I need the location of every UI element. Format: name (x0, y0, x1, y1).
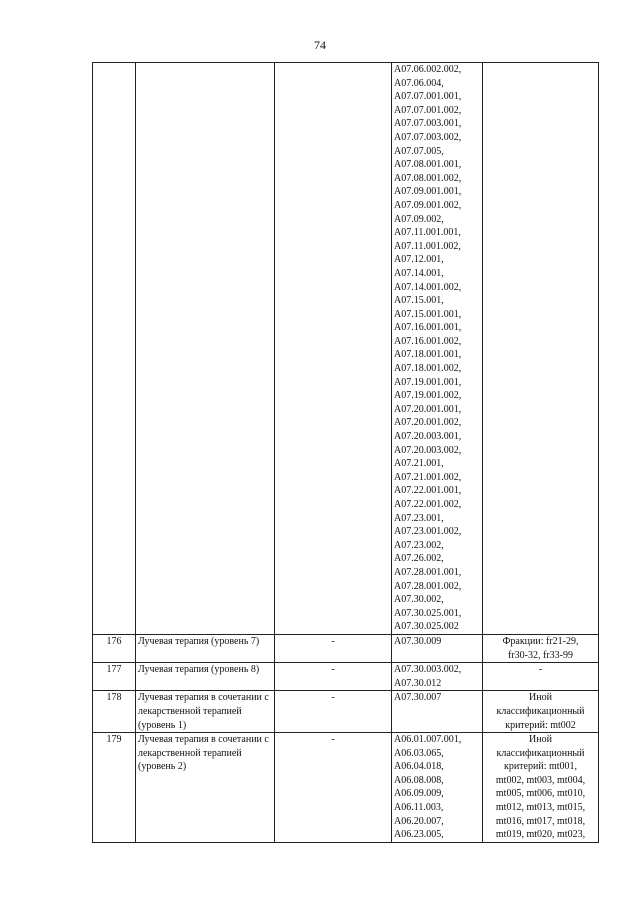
text-line: A07.07.001.002, (394, 104, 462, 116)
cell-codes (392, 634, 483, 662)
text-line: A07.19.001.002, (394, 390, 462, 402)
cell-name: Лучевая терапия в сочетании с лекарственной терапией (уровень 1) (136, 691, 275, 733)
text-line: A07.08.001.001, (394, 159, 462, 171)
text-line: A07.30.009 (394, 635, 442, 647)
text-line: mt019, mt020, mt023, (495, 829, 586, 841)
text-line: A07.14.001.002, (394, 281, 462, 293)
text-line: A07.28.001.002, (394, 580, 462, 592)
cell-criteria (483, 663, 599, 691)
text-line: A07.30.003.002, (394, 664, 462, 676)
cell-name: Лучевая терапия в сочетании с лекарственной терапией (уровень 2) (136, 733, 275, 843)
table-row-continuation (93, 63, 599, 635)
text-line: - (538, 664, 543, 676)
cell-codes (392, 663, 483, 691)
cell-dash: - (275, 691, 392, 733)
text-line: A07.23.002, (394, 539, 444, 551)
cell-number: 177 (93, 663, 136, 691)
page-number: 74 (314, 38, 326, 52)
table-row (93, 733, 599, 843)
text-line: A07.26.002, (394, 553, 444, 565)
text-line: A07.20.003.001, (394, 431, 462, 443)
text-line: A07.18.001.001, (394, 349, 462, 361)
text-line: A07.20.001.001, (394, 403, 462, 415)
text-line: A07.23.001.002, (394, 526, 462, 538)
cell-dash (275, 63, 392, 635)
text-line: A07.30.007 (394, 692, 442, 704)
text-line: A07.16.001.002, (394, 335, 462, 347)
cell-name: Лучевая терапия (уровень 7) (136, 634, 275, 662)
cell-name: Лучевая терапия (уровень 8) (136, 663, 275, 691)
text-line: A07.07.005, (394, 145, 444, 157)
text-line: A07.06.002.002, (394, 64, 462, 75)
cell-number (93, 63, 136, 635)
tariff-table (92, 62, 599, 843)
text-line: A07.16.001.001, (394, 322, 462, 334)
text-line: A07.12.001, (394, 254, 444, 266)
text-line: A07.07.003.001, (394, 118, 462, 130)
cell-number: 179 (93, 733, 136, 843)
text-line: A07.09.001.002, (394, 199, 462, 211)
text-line: A06.01.007.001, (394, 734, 462, 746)
text-line: A06.23.005, (394, 829, 444, 841)
text-line: A07.11.001.001, (394, 227, 461, 239)
text-line: A06.04.018, (394, 761, 444, 773)
table-row (93, 634, 599, 662)
text-line: mt016, mt017, mt018, (495, 815, 586, 827)
text-line: критерий: mt002 (505, 719, 576, 731)
text-line: A07.19.001.001, (394, 376, 462, 388)
text-line: классификационный (496, 705, 585, 717)
text-line: A07.21.001.002, (394, 471, 462, 483)
text-line: A06.08.008, (394, 774, 444, 786)
text-line: A06.11.003, (394, 802, 444, 814)
text-line: A07.30.025.001, (394, 607, 462, 619)
cell-criteria (483, 691, 599, 733)
text-line: A07.20.003.002, (394, 444, 462, 456)
cell-criteria (483, 634, 599, 662)
text-line: mt012, mt013, mt015, (495, 802, 586, 814)
text-line: Иной (529, 734, 552, 746)
text-line: A07.07.001.001, (394, 91, 462, 103)
cell-number: 176 (93, 634, 136, 662)
text-line: A07.22.001.001, (394, 485, 462, 497)
text-line: A07.20.001.002, (394, 417, 462, 429)
text-line: критерий: mt001, (503, 761, 578, 773)
cell-number: 178 (93, 691, 136, 733)
text-line: A07.30.025.002 (394, 621, 459, 633)
text-line: A06.09.009, (394, 788, 444, 800)
cell-codes (392, 733, 483, 843)
text-line: A07.09.002, (394, 213, 444, 225)
text-line: mt005, mt006, mt010, (495, 788, 586, 800)
cell-dash: - (275, 663, 392, 691)
text-line: A07.30.012 (394, 677, 442, 689)
text-line: Фракции: fr21-29, (502, 635, 579, 647)
text-line: mt002, mt003, mt004, (495, 774, 586, 786)
text-line: A07.09.001.001, (394, 186, 462, 198)
text-line: A07.14.001, (394, 267, 444, 279)
text-line: A07.11.001.002, (394, 240, 461, 252)
cell-dash: - (275, 634, 392, 662)
text-line: классификационный (496, 747, 585, 759)
text-line: A07.22.001.002, (394, 499, 462, 510)
text-line: A07.15.001.001, (394, 308, 462, 320)
text-line: A07.06.004, (394, 77, 444, 89)
text-line: A07.30.002, (394, 594, 444, 606)
text-line: Иной (529, 692, 552, 704)
text-line: A06.20.007, (394, 815, 444, 827)
cell-name (136, 63, 275, 635)
text-line: fr30-32, fr33-99 (508, 649, 573, 661)
table-row (93, 691, 599, 733)
cell-dash: - (275, 733, 392, 843)
text-line: A07.07.003.002, (394, 131, 462, 143)
cell-codes (392, 691, 483, 733)
text-line: A07.15.001, (394, 295, 444, 307)
cell-criteria (483, 733, 599, 843)
cell-codes (392, 63, 483, 635)
text-line: A07.08.001.002, (394, 172, 462, 184)
cell-criteria (483, 63, 599, 635)
text-line: A06.03.065, (394, 747, 444, 759)
text-line: A07.18.001.002, (394, 363, 462, 375)
text-line: A07.28.001.001, (394, 566, 462, 578)
table-row (93, 663, 599, 691)
text-line: A07.23.001, (394, 512, 444, 524)
text-line: A07.21.001, (394, 458, 444, 470)
